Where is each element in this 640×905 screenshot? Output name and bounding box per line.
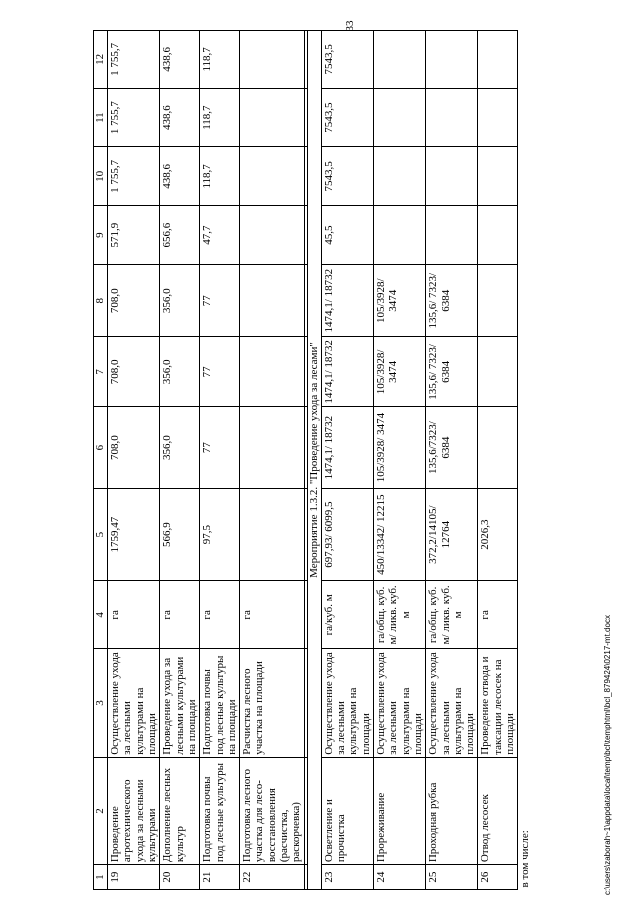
indicator-name: Проведение отвода и таксации лесосек на площади xyxy=(478,649,518,758)
value-cell: 45,5 xyxy=(321,206,373,265)
footer-note-row xyxy=(518,31,533,890)
indicator-name: Расчистка лесного участка на площади xyxy=(240,649,305,758)
value-cell xyxy=(240,147,305,206)
value-cell: 7543,5 xyxy=(321,31,373,89)
table-row xyxy=(478,31,518,890)
value-cell: 135,6/7323/ 6384 xyxy=(426,407,478,488)
value-cell: 356,0 xyxy=(160,337,200,407)
table-row xyxy=(321,31,373,890)
value-cell: 2026,3 xyxy=(478,488,518,581)
value-cell xyxy=(240,265,305,337)
value-cell: 708,0 xyxy=(108,265,160,337)
rotated-table-container xyxy=(93,30,593,890)
section-row xyxy=(307,31,321,890)
header-cell: 7 xyxy=(94,337,108,407)
value-cell xyxy=(478,407,518,488)
value-cell: 571,9 xyxy=(108,206,160,265)
value-cell: 135,6/ 7323/ 6384 xyxy=(426,337,478,407)
value-cell xyxy=(373,88,425,147)
event-name: Дополнение лесных культур xyxy=(160,757,200,864)
indicator-name: Осуществление ухода за лесными культурами на площади xyxy=(108,649,160,758)
value-cell: 77 xyxy=(200,407,240,488)
unit: га xyxy=(478,581,518,649)
unit: га xyxy=(240,581,305,649)
indicator-name: Осуществление ухода за лесными культурами на площади xyxy=(426,649,478,758)
table-row xyxy=(160,31,200,890)
value-cell: 708,0 xyxy=(108,407,160,488)
header-cell: 2 xyxy=(94,757,108,864)
value-cell xyxy=(478,88,518,147)
value-cell xyxy=(426,88,478,147)
footer xyxy=(598,10,614,895)
value-cell xyxy=(478,206,518,265)
unit: га/общ. куб. м/ ликв. куб. м xyxy=(426,581,478,649)
event-name: Подготовка лесного участка для лесо-восстановления (расчистка, раскорчевка) xyxy=(240,757,305,864)
table-row xyxy=(240,31,305,890)
value-cell: 105/3928/ 3474 xyxy=(373,265,425,337)
unit: га/куб. м xyxy=(321,581,373,649)
header-cell: 8 xyxy=(94,265,108,337)
header-cell: 6 xyxy=(94,407,108,488)
value-cell xyxy=(373,31,425,89)
value-cell xyxy=(426,147,478,206)
value-cell: 356,0 xyxy=(160,407,200,488)
value-cell: 450/13342/ 12215 xyxy=(373,488,425,581)
value-cell: 1474,1/ 18732 xyxy=(321,407,373,488)
unit: га xyxy=(160,581,200,649)
value-cell: 566,9 xyxy=(160,488,200,581)
value-cell: 1474,1/ 18732 xyxy=(321,265,373,337)
row-number: 24 xyxy=(373,865,425,890)
value-cell xyxy=(478,337,518,407)
header-cell: 9 xyxy=(94,206,108,265)
row-number: 20 xyxy=(160,865,200,890)
row-number: 22 xyxy=(240,865,305,890)
footer-note: в том числе: xyxy=(518,31,533,890)
value-cell xyxy=(240,206,305,265)
value-cell: 118,7 xyxy=(200,88,240,147)
value-cell: 97,5 xyxy=(200,488,240,581)
header-cell: 4 xyxy=(94,581,108,649)
header-cell: 11 xyxy=(94,88,108,147)
table-row xyxy=(108,31,160,890)
value-cell: 47,7 xyxy=(200,206,240,265)
indicator-name: Осуществление ухода за лесными культурами на площади xyxy=(373,649,425,758)
value-cell: 105/3928/ 3474 xyxy=(373,337,425,407)
value-cell: 1 755,7 xyxy=(108,31,160,89)
event-name: Проведение агротехнического ухода за лесными культурами xyxy=(108,757,160,864)
page-number: 33 xyxy=(344,20,356,32)
unit: га xyxy=(200,581,240,649)
section-title: Мероприятие 1.3.2. "Проведение ухода за лесами" xyxy=(307,31,321,890)
value-cell: 77 xyxy=(200,337,240,407)
value-cell: 438,6 xyxy=(160,31,200,89)
value-cell: 135,6/ 7323/ 6384 xyxy=(426,265,478,337)
unit: га xyxy=(108,581,160,649)
unit: га/общ. куб. м/ ликв. куб. м xyxy=(373,581,425,649)
header-cell: 3 xyxy=(94,649,108,758)
value-cell xyxy=(240,337,305,407)
row-number: 19 xyxy=(108,865,160,890)
value-cell: 118,7 xyxy=(200,31,240,89)
event-name: Осветление и прочистка xyxy=(321,757,373,864)
row-number: 21 xyxy=(200,865,240,890)
table-row xyxy=(200,31,240,890)
value-cell xyxy=(240,31,305,89)
indicator-name: Подготовка почвы под лесные культуры на площади xyxy=(200,649,240,758)
value-cell: 1 755,7 xyxy=(108,88,160,147)
event-name: Прореживание xyxy=(373,757,425,864)
event-name: Подготовка почвы под лесные культуры xyxy=(200,757,240,864)
value-cell: 438,6 xyxy=(160,147,200,206)
value-cell xyxy=(426,206,478,265)
value-cell xyxy=(478,265,518,337)
events-table xyxy=(93,30,533,890)
header-cell: 1 xyxy=(94,865,108,890)
value-cell: 372,2/14105/ 12764 xyxy=(426,488,478,581)
header-cell: 5 xyxy=(94,488,108,581)
footer-path: c:\users\zaborah~1\appdata\local\temp\bcl\temphtml\bcl_879424\0217-mt.docx xyxy=(603,615,612,895)
row-number: 23 xyxy=(321,865,373,890)
value-cell: 438,6 xyxy=(160,88,200,147)
indicator-name: Осуществление ухода за лесными культурами на площади xyxy=(321,649,373,758)
table-row xyxy=(373,31,425,890)
value-cell: 1759,47 xyxy=(108,488,160,581)
value-cell: 356,0 xyxy=(160,265,200,337)
header-cell: 10 xyxy=(94,147,108,206)
value-cell xyxy=(478,147,518,206)
value-cell: 7543,5 xyxy=(321,147,373,206)
value-cell: 118,7 xyxy=(200,147,240,206)
value-cell xyxy=(240,488,305,581)
value-cell: 1474,1/ 18732 xyxy=(321,337,373,407)
value-cell: 708,0 xyxy=(108,337,160,407)
row-number: 25 xyxy=(426,865,478,890)
value-cell xyxy=(478,31,518,89)
event-name: Проходная рубка xyxy=(426,757,478,864)
table-row xyxy=(426,31,478,890)
value-cell xyxy=(240,407,305,488)
value-cell: 697,93/ 6099,5 xyxy=(321,488,373,581)
value-cell xyxy=(373,206,425,265)
header-cell: 12 xyxy=(94,31,108,89)
value-cell: 105/3928/ 3474 xyxy=(373,407,425,488)
value-cell: 77 xyxy=(200,265,240,337)
value-cell: 1 755,7 xyxy=(108,147,160,206)
value-cell xyxy=(373,147,425,206)
value-cell: 656,6 xyxy=(160,206,200,265)
header-row xyxy=(94,31,108,890)
value-cell xyxy=(240,88,305,147)
row-number: 26 xyxy=(478,865,518,890)
indicator-name: Проведение ухода за лесными культурами на площади xyxy=(160,649,200,758)
event-name: Отвод лесосек xyxy=(478,757,518,864)
value-cell: 7543,5 xyxy=(321,88,373,147)
value-cell xyxy=(426,31,478,89)
